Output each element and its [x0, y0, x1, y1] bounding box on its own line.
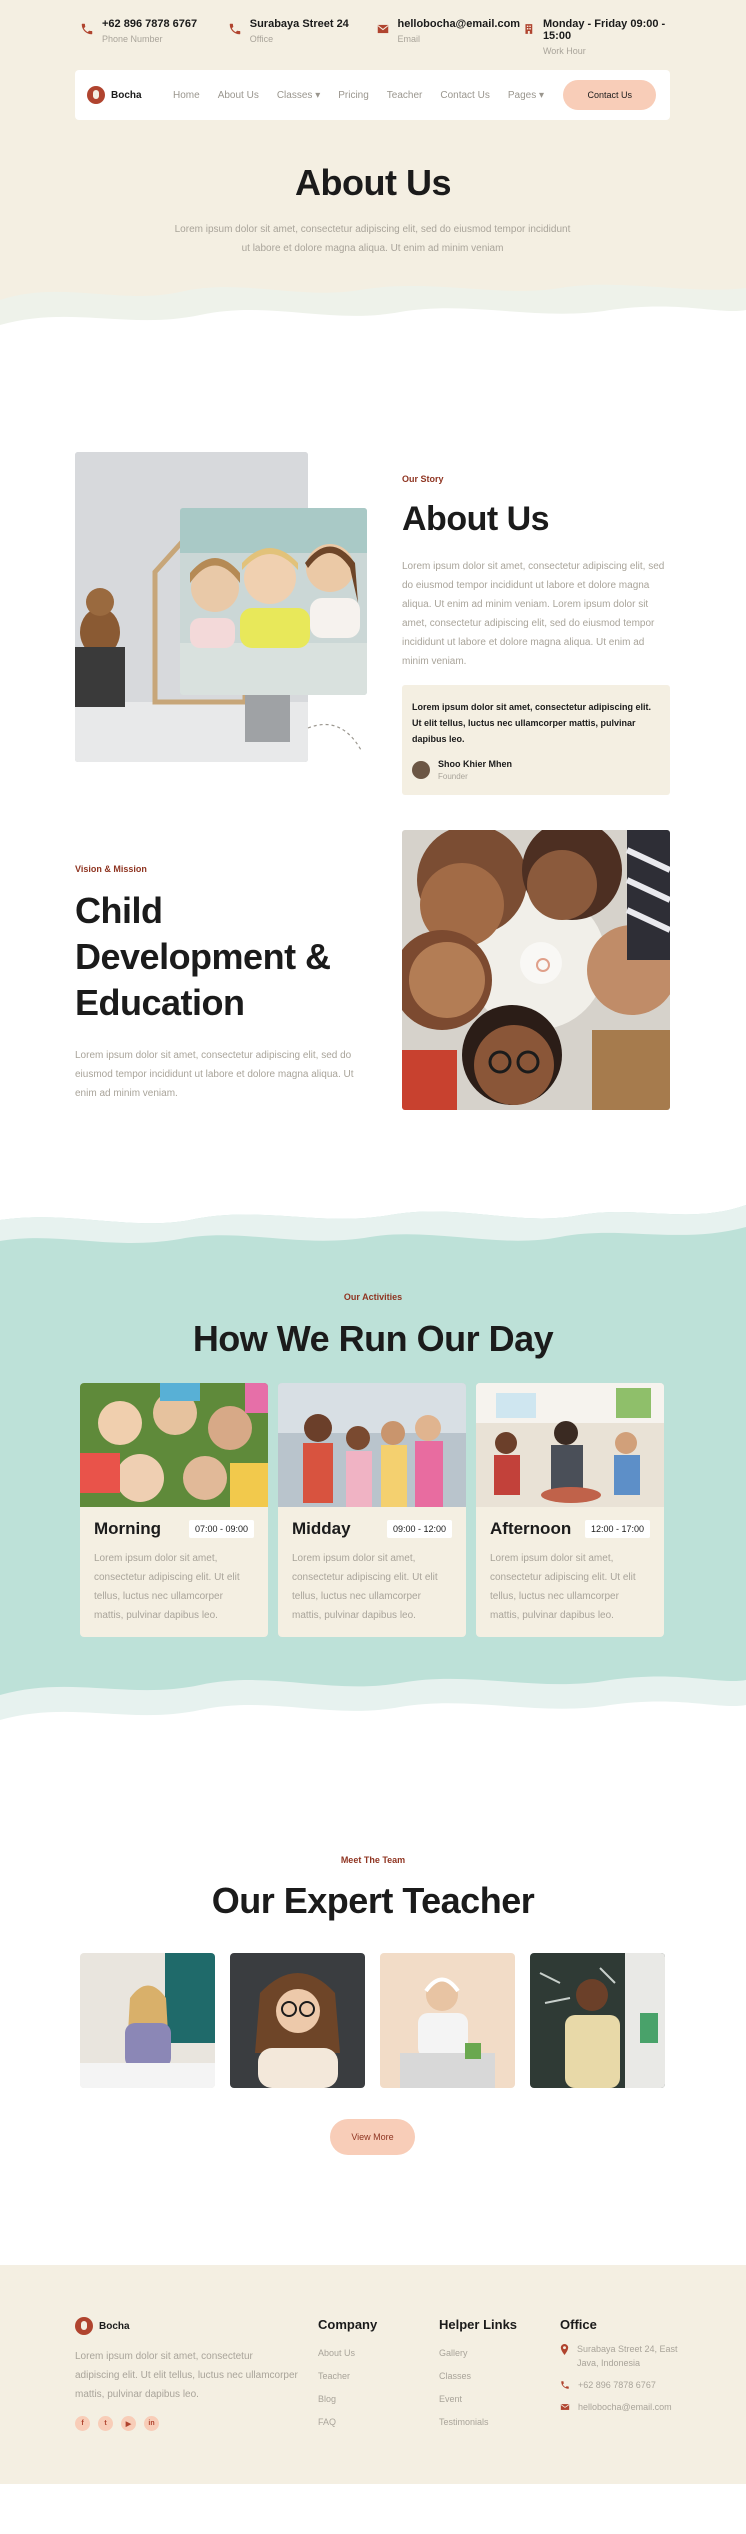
activities-section	[0, 1165, 746, 1745]
author-role: Founder	[438, 772, 468, 781]
teacher-photo	[80, 1953, 215, 2088]
activity-card-morning[interactable]	[80, 1383, 268, 1637]
card-title: Afternoon	[490, 1519, 572, 1538]
about-content	[402, 474, 670, 795]
topbar-email-label: Email	[397, 34, 421, 44]
footer-description: Lorem ipsum dolor sit amet, consectetur adipiscing elit. Ut elit tellus, luctus nec ullamcorper mattis, pulvinar dapibus leo.	[75, 2351, 298, 2400]
logo-icon	[75, 2317, 93, 2335]
brand-logo[interactable]	[87, 86, 173, 104]
time-badge: 09:00 - 12:00	[387, 1520, 452, 1538]
kids-photo	[180, 508, 367, 695]
nav-item-home[interactable]: Home	[173, 89, 200, 101]
nav-item-classes[interactable]	[277, 90, 320, 101]
activity-card-midday[interactable]	[278, 1383, 466, 1637]
phone-icon	[80, 22, 94, 36]
topbar-office-label: Office	[249, 34, 274, 44]
author-name: Shoo Khier Mhen	[438, 759, 512, 769]
time-badge: 07:00 - 09:00	[189, 1520, 254, 1538]
footer-company-title: Company	[318, 2317, 378, 2332]
team-tag: Meet The Team	[340, 1855, 406, 1865]
kids-circle-video[interactable]	[402, 830, 670, 1110]
twitter-icon[interactable]: t	[98, 2416, 113, 2431]
time-badge: 12:00 - 17:00	[585, 1520, 650, 1538]
footer-company-column	[318, 2317, 377, 2434]
footer-logo[interactable]	[75, 2317, 161, 2335]
topbar-hours-value: Monday - Friday 09:00 - 15:00	[542, 18, 666, 42]
social-links	[75, 2416, 300, 2431]
footer-helper-title: Helper Links	[439, 2317, 518, 2332]
chevron-down-icon: ▾	[315, 89, 321, 101]
activities-tag: Our Activities	[343, 1292, 403, 1302]
founder-quote: Lorem ipsum dolor sit amet, consectetur adipiscing elit. Ut elit tellus, luctus nec ullamcorper mattis, pulvinar dapibus leo.	[412, 702, 652, 744]
footer-link-faq[interactable]: FAQ	[318, 2417, 337, 2427]
youtube-icon[interactable]: ▶	[121, 2416, 136, 2431]
view-more-button[interactable]: View More	[330, 2119, 415, 2155]
hero-wave-divider	[0, 270, 746, 360]
quote-author	[412, 759, 660, 781]
about-paragraph: Lorem ipsum dolor sit amet, consectetur adipiscing elit, sed do eiusmod tempor incididunt ut labore et dolore magna aliqua. Ut enim ad minim veniam. Lorem ipsum dolor sit amet, consectetur adipiscing elit, sed do eiusmod tempor incididunt ut labore et dolore magna aliqua. Ut enim ad minim veniam.	[402, 561, 665, 667]
footer-link-testimonials[interactable]: Testimonials	[439, 2417, 489, 2427]
avatar	[412, 761, 430, 779]
footer-link-classes[interactable]: Classes	[439, 2371, 472, 2381]
topbar-hours	[523, 18, 671, 58]
team-heading: Our Expert Teacher	[211, 1880, 535, 1921]
facebook-icon[interactable]: f	[75, 2416, 90, 2431]
card-description: Lorem ipsum dolor sit amet, consectetur adipiscing elit. Ut elit tellus, luctus nec ullamcorper mattis, pulvinar dapibus leo.	[490, 1553, 636, 1621]
play-button-icon[interactable]	[520, 942, 562, 984]
activities-heading: How We Run Our Day	[192, 1318, 554, 1359]
vision-paragraph: Lorem ipsum dolor sit amet, consectetur adipiscing elit, sed do eiusmod tempor incididunt ut labore et dolore magna aliqua. Ut enim ad minim veniam.	[75, 1050, 354, 1099]
morning-photo	[80, 1383, 268, 1507]
card-description: Lorem ipsum dolor sit amet, consectetur adipiscing elit. Ut elit tellus, luctus nec ullamcorper mattis, pulvinar dapibus leo.	[292, 1553, 438, 1621]
top-info-bar	[0, 0, 746, 58]
afternoon-photo	[476, 1383, 664, 1507]
about-section	[0, 360, 746, 820]
site-footer	[0, 2265, 746, 2484]
footer-helper-column	[439, 2317, 517, 2434]
card-header	[80, 1507, 268, 1539]
nav-menu	[173, 90, 563, 101]
nav-item-pricing[interactable]: Pricing	[338, 89, 369, 101]
brand-name: Bocha	[111, 89, 142, 101]
page-title: About Us	[295, 162, 451, 203]
teacher-card[interactable]	[530, 1953, 665, 2088]
office-phone	[560, 2378, 690, 2392]
main-navbar	[75, 70, 670, 120]
linkedin-icon[interactable]: in	[144, 2416, 159, 2431]
topbar-office	[228, 18, 376, 58]
office-address	[560, 2342, 690, 2370]
dashed-arrow-decoration	[306, 720, 366, 760]
phone-icon	[228, 22, 242, 36]
contact-us-button[interactable]: Contact Us	[563, 80, 656, 110]
office-address-text: Surabaya Street 24, East Java, Indonesia	[577, 2344, 678, 2368]
hero-description: Lorem ipsum dolor sit amet, consectetur adipiscing elit, sed do eiusmod tempor incididunt ut labore et dolore magna aliqua. Ut enim ad minim veniam	[174, 224, 571, 254]
footer-office-title: Office	[560, 2317, 597, 2332]
office-email	[560, 2400, 690, 2414]
footer-link-teacher[interactable]: Teacher	[318, 2371, 351, 2381]
midday-image	[278, 1383, 466, 1507]
nav-item-teacher[interactable]: Teacher	[386, 89, 423, 101]
about-heading: About Us	[402, 500, 550, 538]
office-email-text[interactable]: hellobocha@email.com	[578, 2402, 672, 2412]
vision-heading: Child Development & Education	[75, 890, 331, 1023]
footer-office-column	[560, 2317, 690, 2422]
footer-brand-name: Bocha	[99, 2320, 130, 2332]
footer-brand	[75, 2317, 300, 2431]
nav-item-about[interactable]: About Us	[217, 89, 259, 101]
team-section	[0, 1745, 746, 2265]
vision-section	[0, 820, 746, 1165]
teacher-card[interactable]	[230, 1953, 365, 2088]
topbar-email	[376, 18, 524, 58]
card-title: Midday	[292, 1519, 351, 1538]
midday-photo	[278, 1383, 466, 1507]
logo-icon	[87, 86, 105, 104]
location-pin-icon	[560, 2344, 569, 2355]
nav-item-classes-label: Classes	[276, 89, 313, 101]
founder-quote-box	[402, 685, 670, 795]
nav-item-contact[interactable]: Contact Us	[440, 89, 490, 101]
activity-cards	[80, 1383, 664, 1637]
topbar-office-value: Surabaya Street 24	[249, 18, 349, 30]
vision-tag: Vision & Mission	[75, 864, 147, 874]
vision-content	[75, 864, 355, 1103]
card-header	[278, 1507, 466, 1539]
office-phone-text[interactable]: +62 896 7878 6767	[578, 2380, 656, 2390]
teacher-photo	[230, 1953, 365, 2088]
hero-section	[0, 0, 746, 360]
chevron-down-icon: ▾	[538, 89, 545, 101]
topbar-phone-value: +62 896 7878 6767	[102, 18, 198, 30]
topbar-phone-label: Phone Number	[102, 34, 163, 44]
topbar-email-value[interactable]: hellobocha@email.com	[397, 18, 521, 30]
phone-icon	[560, 2380, 570, 2390]
teacher-card[interactable]	[380, 1953, 515, 2088]
card-description: Lorem ipsum dolor sit amet, consectetur adipiscing elit. Ut elit tellus, luctus nec ullamcorper mattis, pulvinar dapibus leo.	[94, 1553, 240, 1621]
nav-item-pages[interactable]	[508, 90, 544, 101]
card-title: Morning	[94, 1519, 162, 1538]
activities-wave-bottom	[0, 1655, 746, 1745]
footer-link-gallery[interactable]: Gallery	[439, 2348, 468, 2358]
card-header	[476, 1507, 664, 1539]
activity-card-afternoon[interactable]	[476, 1383, 664, 1637]
teacher-photo	[530, 1953, 665, 2088]
envelope-icon	[376, 22, 390, 36]
happy-kids-image	[180, 508, 367, 695]
footer-link-event[interactable]: Event	[439, 2394, 463, 2404]
afternoon-image	[476, 1383, 664, 1507]
about-tag: Our Story	[402, 474, 444, 484]
building-icon	[523, 22, 535, 36]
footer-link-blog[interactable]: Blog	[318, 2394, 337, 2404]
teacher-card[interactable]	[80, 1953, 215, 2088]
nav-item-pages-label: Pages	[507, 89, 537, 101]
activities-wave-top	[0, 1165, 746, 1260]
morning-image	[80, 1383, 268, 1507]
topbar-phone	[80, 18, 228, 58]
topbar-hours-label: Work Hour	[542, 46, 586, 56]
teacher-grid	[80, 1953, 665, 2088]
footer-link-about[interactable]: About Us	[318, 2348, 356, 2358]
envelope-icon	[560, 2402, 570, 2412]
teacher-photo	[380, 1953, 515, 2088]
